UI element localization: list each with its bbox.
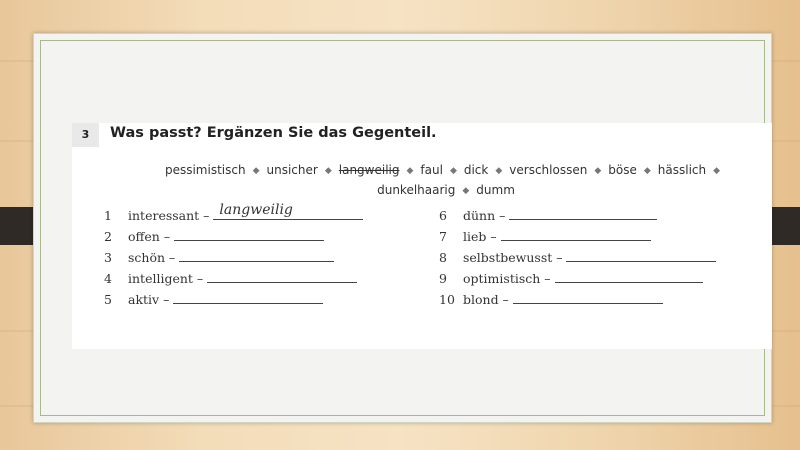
item-label: schön – <box>128 250 176 265</box>
answer-blank[interactable] <box>555 281 703 283</box>
slide <box>33 33 772 423</box>
diamond-separator-icon: ◆ <box>495 166 503 176</box>
word-bank <box>142 161 750 201</box>
item-label: blond – <box>463 292 509 307</box>
word-bank-word: pessimistisch <box>164 163 246 177</box>
exercise-item <box>439 250 716 271</box>
diamond-separator-icon: ◆ <box>324 166 332 176</box>
diamond-separator-icon: ◆ <box>252 166 260 176</box>
answer-blank[interactable] <box>207 281 357 283</box>
item-label: intelligent – <box>128 271 204 286</box>
item-number: 4 <box>104 271 112 286</box>
exercise-item <box>104 229 363 250</box>
item-label: offen – <box>128 229 171 244</box>
word-bank-word: dumm <box>476 183 515 197</box>
item-number: 7 <box>439 229 447 244</box>
answer-blank[interactable] <box>179 260 334 262</box>
diamond-separator-icon: ◆ <box>462 186 470 196</box>
items-column-left <box>104 202 363 313</box>
exercise-item <box>104 271 363 292</box>
word-bank-word: unsicher <box>266 163 318 177</box>
item-label: interessant – <box>128 208 210 223</box>
word-bank-word: langweilig <box>338 163 400 177</box>
worksheet <box>72 123 772 349</box>
word-bank-word: dick <box>463 163 489 177</box>
diamond-separator-icon: ◆ <box>449 166 457 176</box>
answer-blank[interactable] <box>174 239 324 241</box>
answer-blank[interactable] <box>173 302 323 304</box>
items-column-right <box>439 208 716 313</box>
diamond-separator-icon: ◆ <box>713 166 721 176</box>
item-label: optimistisch – <box>463 271 551 286</box>
diamond-separator-icon: ◆ <box>406 166 414 176</box>
item-number: 3 <box>104 250 112 265</box>
item-label: aktiv – <box>128 292 170 307</box>
answer-blank[interactable] <box>509 218 657 220</box>
exercise-item <box>104 292 363 313</box>
diamond-separator-icon: ◆ <box>643 166 651 176</box>
answer-blank[interactable] <box>213 202 363 220</box>
exercise-item <box>104 202 363 229</box>
exercise-number: 3 <box>72 123 99 147</box>
item-number: 5 <box>104 292 112 307</box>
item-label: lieb – <box>463 229 497 244</box>
answer-blank[interactable] <box>566 260 716 262</box>
exercise-title: Was passt? Ergänzen Sie das Gegenteil. <box>110 125 437 141</box>
exercise-item <box>439 208 716 229</box>
item-label: dünn – <box>463 208 506 223</box>
word-bank-word: hässlich <box>657 163 707 177</box>
item-number: 10 <box>439 292 455 307</box>
item-number: 9 <box>439 271 447 286</box>
word-bank-line-1 <box>142 161 750 181</box>
word-bank-word: verschlossen <box>509 163 588 177</box>
diamond-separator-icon: ◆ <box>594 166 602 176</box>
item-number: 8 <box>439 250 447 265</box>
exercise-item <box>439 229 716 250</box>
word-bank-word: faul <box>420 163 443 177</box>
item-number: 2 <box>104 229 112 244</box>
word-bank-line-2 <box>142 181 750 201</box>
exercise-item <box>439 271 716 292</box>
exercise-item <box>439 292 716 313</box>
item-number: 1 <box>104 208 112 223</box>
item-label: selbstbewusst – <box>463 250 563 265</box>
item-number: 6 <box>439 208 447 223</box>
answer-blank[interactable] <box>501 239 651 241</box>
handwritten-answer: langweilig <box>219 202 293 218</box>
exercise-item <box>104 250 363 271</box>
answer-blank[interactable] <box>513 302 663 304</box>
word-bank-word: dunkelhaarig <box>377 183 456 197</box>
word-bank-word: böse <box>608 163 637 177</box>
